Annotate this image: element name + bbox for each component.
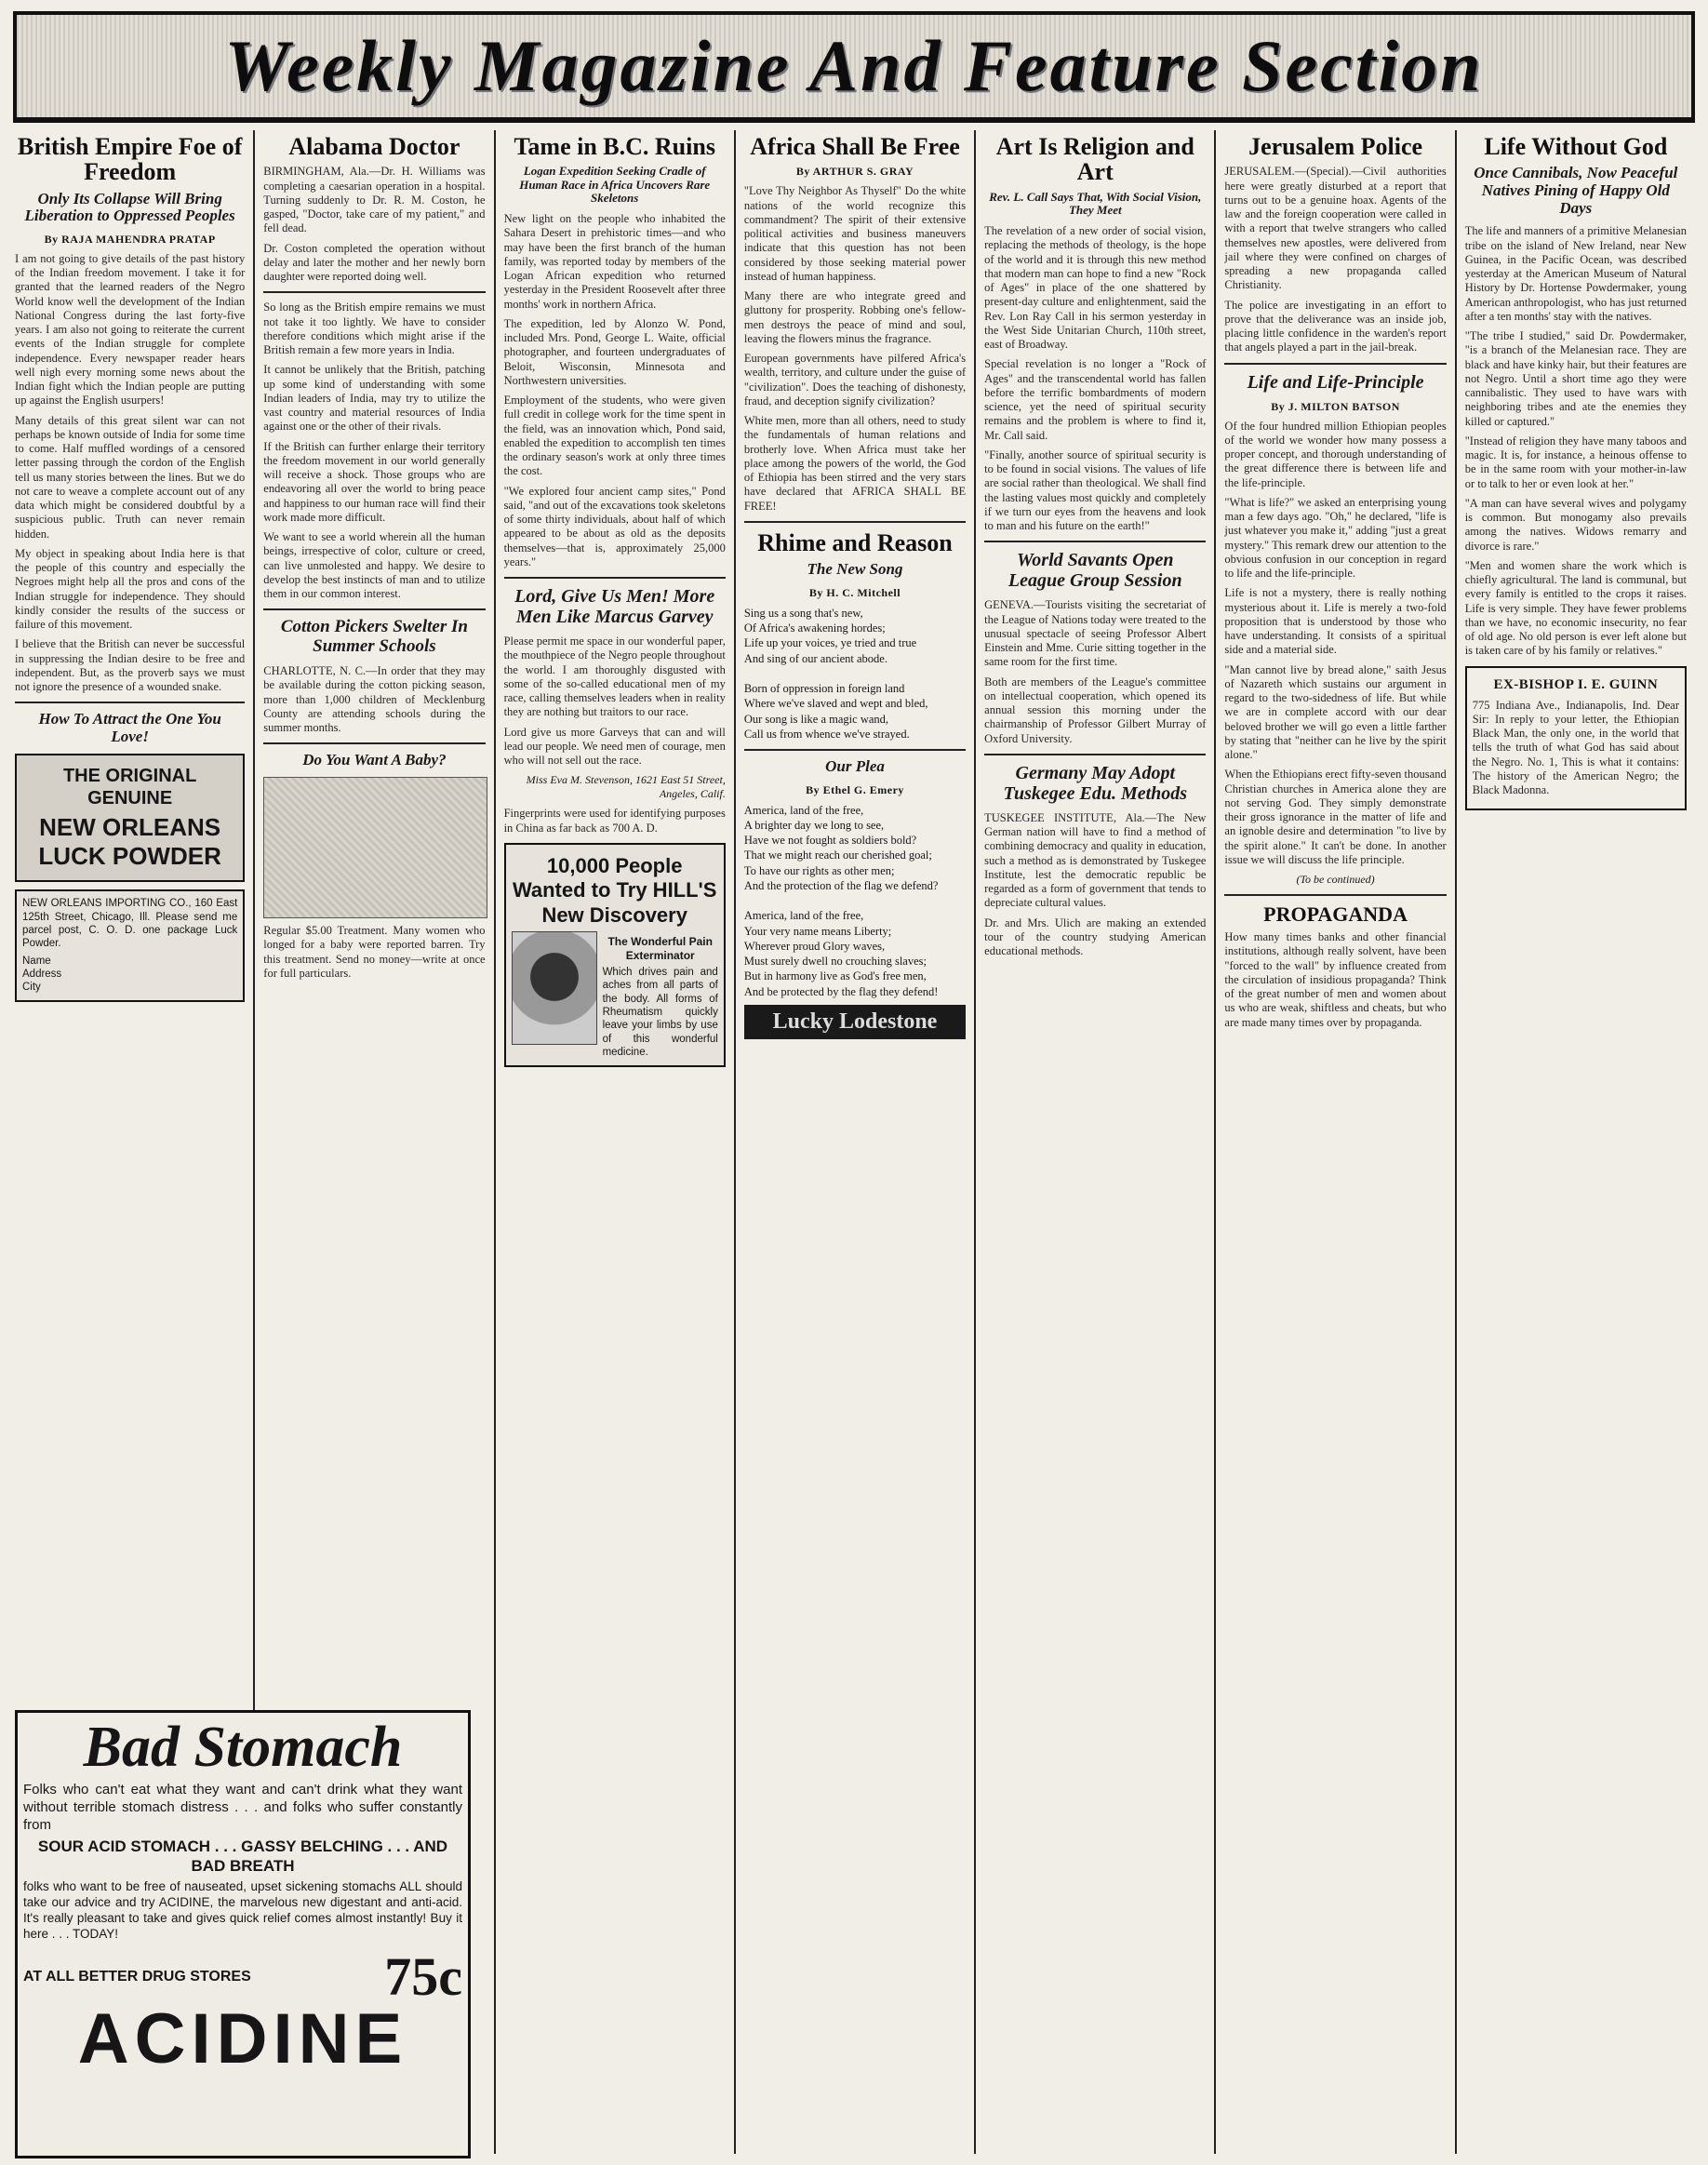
poem-title: Our Plea (825, 757, 885, 776)
hills-discovery-ad (504, 843, 726, 1067)
divider (984, 754, 1206, 755)
article-headline: Life Without God (1484, 133, 1668, 160)
article-paragraph: BIRMINGHAM, Ala.—Dr. H. Williams was completing a caesarian operation in a hospital. Turning suddenly to Dr. R. M. Coston, he gasped, "Doctor, take care of my patient," and fell dead. (263, 165, 486, 235)
ad-subhead: The Wonderful Pain Exterminator (607, 935, 713, 962)
article-headline: Art Is Religion and Art (995, 133, 1194, 186)
poem-byline: By H. C. Mitchell (808, 585, 901, 599)
ad-text: Regular $5.00 Treatment. Many women who longed for a baby were reported barren. Try this treatment. Send no money—write at once for full particulars. (263, 924, 486, 980)
article-headline: PROPAGANDA (1263, 902, 1408, 927)
ad-headline: 10,000 People Wanted to Try HILL'S New Discovery (512, 853, 717, 927)
divider (15, 702, 245, 703)
article-paragraph: "We explored four ancient camp sites," Pond said, "and out of the excavations took skeletons of some thirty individuals, about half of which appeared to be about as old as the deposits themselves—that is, approximately 25,000 years." (503, 484, 726, 568)
article-paragraph: Dr. Coston completed the operation without delay and later the mother and her newly born daughter were reported doing well. (263, 241, 486, 284)
ad-photo (263, 777, 487, 918)
acidine-headline: Bad Stomach (83, 1716, 403, 1779)
article-paragraph: Many details of this great silent war can not perhaps be known outside of India for some time to come. Half muffled wordings of a censored letter passing through the cordon of the English tell us many stories between the lines. But we do not care to weave a complete account out of any data which might be considered doubtful by a suspicious public. Truth can never remain hidden. (15, 413, 246, 541)
acidine-text-2: SOUR ACID STOMACH . . . GASSY BELCHING . . . AND BAD BREATH (37, 1838, 448, 1875)
article-paragraph: "Finally, another source of spiritual security is to be found in social visions. The values of life are social rather than theological. We shall find the lasting values most quickly and completely if we turn our eyes from the heavens and look to man and his future on the earth!" (984, 448, 1207, 533)
column-6 (1214, 130, 1454, 2154)
article-headline: Life and Life-Principle (1247, 371, 1424, 393)
ad-headline: How To Attract the One You Love! (38, 710, 221, 746)
article-paragraph: "Instead of religion they have many taboos and magic. It is, for instance, a heinous offense to be in the same room with your mother-in-law or to talk to her or even look at her." (1464, 434, 1687, 490)
article-paragraph: The life and manners of a primitive Melanesian tribe on the island of New Ireland, near New Guinea, in the Pacific Ocean, was described yesterday at the American Museum of Natural History by Dr. Hortense Powdermaker, young American anthropologist, who has just returned after a ten months' stay with the natives. (1464, 224, 1687, 323)
article-paragraph: "Love Thy Neighbor As Thyself" Do the white nations of the world recognize this commandment? The spirit of their extensive political activities and business maneuvers indicate that this question has not been considered by those seeking material power instead of human happiness. (743, 184, 967, 283)
divider (263, 742, 485, 744)
acidine-footer (23, 1945, 462, 2007)
article-paragraph: I believe that the British can never be successful in suppressing the Indian desire to be free and independent. But, as the proverb says we must not ignore the presence of a wounded snake. (15, 637, 246, 694)
article-byline: By RAJA MAHENDRA PRATAP (44, 232, 216, 246)
article-paragraph: White men, more than all others, need to study the fundamentals of human relations and brotherly love. When Africa must take her place among the powers of the world, the God of Ethiopia has been stirred and the very stars have declared that AFRICA SHALL BE FREE! (743, 414, 967, 513)
article-headline: Lord, Give Us Men! More Men Like Marcus Garvey (514, 586, 715, 628)
divider (263, 608, 485, 610)
divider (1224, 363, 1446, 365)
order-coupon (15, 889, 245, 1002)
poem-text: America, land of the free, A brighter day we long to see, Have we not fought as soldiers bold? That we might reach our cherished goal; To have our rights as other men; And the protection of the flag we defend? America, land of the free, Your very name means Liberty; Wherever proud Glory waves, Must surely dwell no crouching slaves; But in harmony live as God's free men, And be protected by the flag they defend! (743, 803, 939, 998)
letter-signature: Miss Eva M. Stevenson, 1621 East 51 Street, Angeles, Calif. (526, 773, 726, 801)
article-paragraph: The revelation of a new order of social vision, replacing the methods of theology, is the hope of the world and it is through this new method that modern man can hope to find a new "Rock of Ages" in place of the one shattered by present-day culture and enlightenment, said the Rev. Lon Ray Call in his sermon yesterday in the West Side Unitarian Church, 110th street, east of Broadway. (984, 224, 1207, 352)
article-paragraph: It cannot be unlikely that the British, patching up some kind of understanding with some Indian leaders of India, may try to utilize the vast country and material resources of India against one or the other of their rivals. (263, 363, 486, 434)
article-headline: British Empire Foe of Freedom (17, 133, 243, 186)
article-paragraph: Lord give us more Garveys that can and will lead our people. We need men of courage, men who will not sell out the race. (503, 725, 726, 768)
article-paragraph: Life is not a mystery, there is really nothing mysterious about it. Life is merely a two-fold proposition that is understood by those who have understanding. It consists of a spiritual side and a material side. (1224, 586, 1447, 657)
article-subhead: Once Cannibals, Now Peaceful Natives Pining of Happy Old Days (1474, 164, 1678, 217)
article-headline: Alabama Doctor (288, 133, 460, 160)
coupon-address-label: Address (22, 969, 62, 981)
article-paragraph: Both are members of the League's committee on intellectual cooperation, which opened its annual session this morning under the chairmanship of Professor Gilbert Murray of Oxford University. (984, 675, 1207, 745)
coupon-text: NEW ORLEANS IMPORTING CO., 160 East 125th Street, Chicago, Ill. Please send me parcel post, C. O. D. one package Luck Powder. (22, 898, 238, 950)
article-paragraph: "What is life?" we asked an enterprising young man a few days ago. "Oh," he declared, "life is just whatever you make it," adding "just a great mystery." This remark drew our attention to the obvious confusion in our conception in regard to life and the life-principle. (1224, 495, 1447, 581)
article-paragraph: "Man cannot live by bread alone," saith Jesus of Nazareth which sustains our argument in regard to the two-sidedness of life. But while we are in complete accord with our dear beloved brother we will go even a little farther by stating that "neither can he live by the spirit alone." (1224, 662, 1447, 762)
ad-illustration (512, 931, 597, 1045)
article-paragraph: Employment of the students, who were given full credit in college work for the time spent in the field, was an innovation which, Pond said, enabled the expedition to accomplish ten times the ordinary season's work at only three times the cost. (503, 394, 726, 478)
divider (984, 541, 1206, 542)
article-paragraph: "A man can have several wives and polygamy is common. But monogamy also prevails among the natives. Widows remarry and divorce is rare." (1464, 496, 1687, 553)
poem-title: The New Song (807, 560, 903, 579)
poem-text: Sing us a song that's new, Of Africa's awakening hordes; Life up your voices, ye tried and true And sing of our ancient abode. Born of oppression in foreign land Where we've slaved and wept and bled, Our song is like a magic wand, Call us from whence we've strayed. (743, 606, 928, 741)
article-headline: Cotton Pickers Swelter In Summer Schools (280, 617, 468, 657)
article-paragraph: I am not going to give details of the past history of the Indian freedom movement. I take it for granted that the learned readers of the Negro World know well the development of the Indian National Congress during the last forty-five years. I am also not going to reiterate the current events of the Indian struggle for complete independence. Every newspaper reader hears well nigh every morning some news about the Indian fight which the Indian people are putting up against the English usurpers! (15, 251, 246, 408)
article-paragraph: Dr. and Mrs. Ulich are making an extended tour of the country studying American educational methods. (984, 915, 1207, 958)
acidine-text-1: Folks who can't eat what they want and can't drink what they want without terrible stomach distress . . . and folks who suffer constantly from (23, 1782, 462, 1833)
masthead-banner (13, 11, 1695, 123)
acidine-brand: ACIDINE (77, 1998, 408, 2078)
article-subhead: Logan Expedition Seeking Cradle of Human Race in Africa Uncovers Rare Skeletons (519, 164, 711, 205)
column-7 (1455, 130, 1695, 2154)
luck-powder-ad (15, 754, 245, 882)
divider (744, 521, 966, 523)
article-paragraph: CHARLOTTE, N. C.—In order that they may be available during the cotton picking season, more than 1,000 children of Mecklenburg County are attending schools during the summer months. (263, 664, 486, 735)
article-paragraph: Please permit me space in our wonderful paper, the mouthpiece of the Negro people throughout the world. I am thoroughly disgusted with some of the so-called educational men of my race, calling themselves leaders when in reality they are nothing but traitors to our race. (503, 635, 726, 719)
ad-brand-name: NEW ORLEANS LUCK POWDER (38, 812, 221, 871)
ad-text: Which drives pain and aches from all parts of the body. All forms of Rheumatism quickly leave your limbs by use of this wonderful medicine. (602, 966, 718, 1059)
coupon-name-label: Name (22, 955, 51, 967)
article-paragraph: Of the four hundred million Ethiopian peoples of the world we wonder how many possess a proper concept, and thorough understanding of the great difference there is between life and the life-principle. (1224, 419, 1447, 489)
article-subhead: Only Its Collapse Will Bring Liberation to Oppressed Peoples (24, 189, 235, 225)
ad-body (512, 931, 718, 1059)
acidine-text-3: folks who want to be free of nauseated, upset sickening stomachs ALL should take our advice and try ACIDINE, the marvelous new digestant and anti-acid. It's really pleasant to take and gives quick relief comes almost instantly! Buy it here . . . TODAY! (23, 1879, 462, 1941)
divider (263, 291, 485, 293)
notice-headline: EX-BISHOP I. E. GUINN (1493, 676, 1659, 692)
lodestone-ad: Lucky Lodestone (744, 1005, 966, 1039)
article-headline: World Savants Open League Group Session (1007, 550, 1182, 592)
column-3 (494, 130, 734, 2154)
article-paragraph: How many times banks and other financial institutions, although really solvent, have been "forced to the wall" by influence created from the circulation of insidious propaganda? Think of the great number of men and women about us who are weak, shiftless and cheats, but who are made many times over by propaganda. (1224, 930, 1447, 1029)
article-paragraph: GENEVA.—Tourists visiting the secretariat of the League of Nations today were treated to the unusual spectacle of seeing Professor Albert Einstein and Mme. Curie sitting together in the same room for the first time. (984, 598, 1207, 669)
acidine-stores: AT ALL BETTER DRUG STORES (23, 1968, 251, 1985)
continued-note: (To be continued) (1296, 873, 1375, 887)
article-paragraph: Special revelation is no longer a "Rock of Ages" and the transcendental world has fallen before the terrific bombardments of modern science, yet the need of spiritual security remains and the problem is where to find it, Mr. Call said. (984, 357, 1207, 442)
article-paragraph: We want to see a world wherein all the human beings, irrespective of color, culture or creed, can live unmolested and happy. We desire to develop the best instincts of man and to utilize them in our common interest. (263, 530, 486, 601)
article-paragraph: TUSKEGEE INSTITUTE, Ala.—The New German nation will have to find a method of combining democracy and quality in education, such a method as is demonstrated by Tuskegee Institute, lest the democratic republic be regarded as a form of government that tends to depreciate cultural values. (984, 810, 1207, 910)
article-paragraph: The police are investigating in an effort to prove that the deliverance was an inside job, placing little confidence in the warden's report that angels played a part in the jail-break. (1224, 298, 1447, 354)
article-paragraph: My object in speaking about India here is that the people of this country and especially the Negroes might help all the pros and cons of the Indian struggle for independence. They should kindly consider the results of the success or failure of this movement. (15, 546, 246, 632)
article-paragraph: If the British can further enlarge their territory the freedom movement in our world generally will receive a shock. Those groups who are endeavoring all over the world to bring peace and happiness to our human race will find their work made more difficult. (263, 439, 486, 524)
divider (744, 749, 966, 751)
article-headline: Germany May Adopt Tuskegee Edu. Methods (1003, 762, 1188, 804)
masthead-title: Weekly Magazine And Feature Section (224, 25, 1484, 106)
article-headline: Tame in B.C. Ruins (514, 133, 715, 160)
ad-brand-line: THE ORIGINAL GENUINE (62, 765, 197, 809)
poem-byline: By Ethel G. Emery (806, 782, 904, 796)
divider (504, 577, 726, 579)
acidine-price: 75c (384, 1945, 462, 2007)
article-paragraph: So long as the British empire remains we must not take it too lightly. We have to consider therefore conditions which might arise if the British remain a few more years in India. (263, 301, 486, 357)
article-paragraph: New light on the people who inhabited the Sahara Desert in prehistoric times—and who may have been the first branch of the human family, was reported today by members of the Logan African expedition who returned yesterday in the President Roosevelt after three months' work in northern Africa. (503, 212, 726, 311)
article-paragraph: "Men and women share the work which is chiefly agricultural. The land is communal, but every family is entitled to the crops it raises. Life is very simple. They have fewer problems than we have, no economic insecurity, no fear of old age. No old person is ever left alone but is taken care of by his family or relatives." (1464, 558, 1687, 658)
article-subhead: Rev. L. Call Says That, With Social Vision, They Meet (989, 189, 1202, 217)
column-5 (974, 130, 1214, 2154)
ad-headline: Do You Want A Baby? (302, 751, 447, 769)
article-paragraph: European governments have pilfered Africa's wealth, territory, and culture under the guise of "civilization". Does the teaching of dishonesty, fraud, and deception signify civilization? (743, 352, 967, 408)
filler-note: Fingerprints were used for identifying purposes in China as far back as 700 A. D. (503, 807, 726, 835)
guinn-notice (1465, 666, 1687, 811)
acidine-ad (15, 1710, 471, 2158)
article-headline: Jerusalem Police (1248, 133, 1423, 160)
column-4 (734, 130, 974, 2154)
article-headline: Africa Shall Be Free (750, 133, 960, 160)
article-paragraph: Many there are who integrate greed and gluttony for prosperity. Robbing one's fellow-men destroys the peace of mind and soul, leaving the flowers minus the fragrance. (743, 289, 967, 345)
article-byline: By J. MILTON BATSON (1271, 399, 1400, 413)
notice-text: 775 Indiana Ave., Indianapolis, Ind. Dear Sir: In reply to your letter, the Ethiopian Black Man, the only one, in the world that tells the truth of what God has said about the Negro. No. 1, This is what it contains: The history of the American Negro; the Black Madonna. (1472, 698, 1679, 797)
article-paragraph: The expedition, led by Alonzo W. Pond, included Mrs. Pond, George L. Waite, official photographer, and fourteen undergraduates of Beloit, Wisconsin, Minnesota and Northwestern universities. (503, 316, 726, 387)
section-headline: Rhime and Reason (757, 528, 953, 556)
article-paragraph: When the Ethiopians erect fifty-seven thousand Christian churches in America alone they are not serving God. They simply demonstrate their gross ignorance in the matter of life and an ignoble desire and determination "to live by the spirit alone." It can't be done. In another issue we will discuss the life principle. (1224, 768, 1447, 866)
divider (1224, 894, 1446, 896)
article-paragraph: JERUSALEM.—(Special).—Civil authorities here were greatly disturbed at a report that turns out to be a genuine hoax. Agents of the law and the foreign cooperation were called in with a report that twelve strangers who called themselves new apostles, were delivered from jail where they were confined on charges of spreading a new propaganda called Christianity. (1224, 165, 1447, 292)
article-paragraph: "The tribe I studied," said Dr. Powdermaker, "is a branch of the Melanesian race. They are black and have kinky hair, but their features are not Negro. Until a short time ago they were cannibalistic. They used to have wars with neighboring tribes and ate the enemies they killed or captured." (1464, 329, 1687, 428)
coupon-city-label: City (22, 982, 41, 994)
article-byline: By ARTHUR S. GRAY (795, 165, 914, 179)
